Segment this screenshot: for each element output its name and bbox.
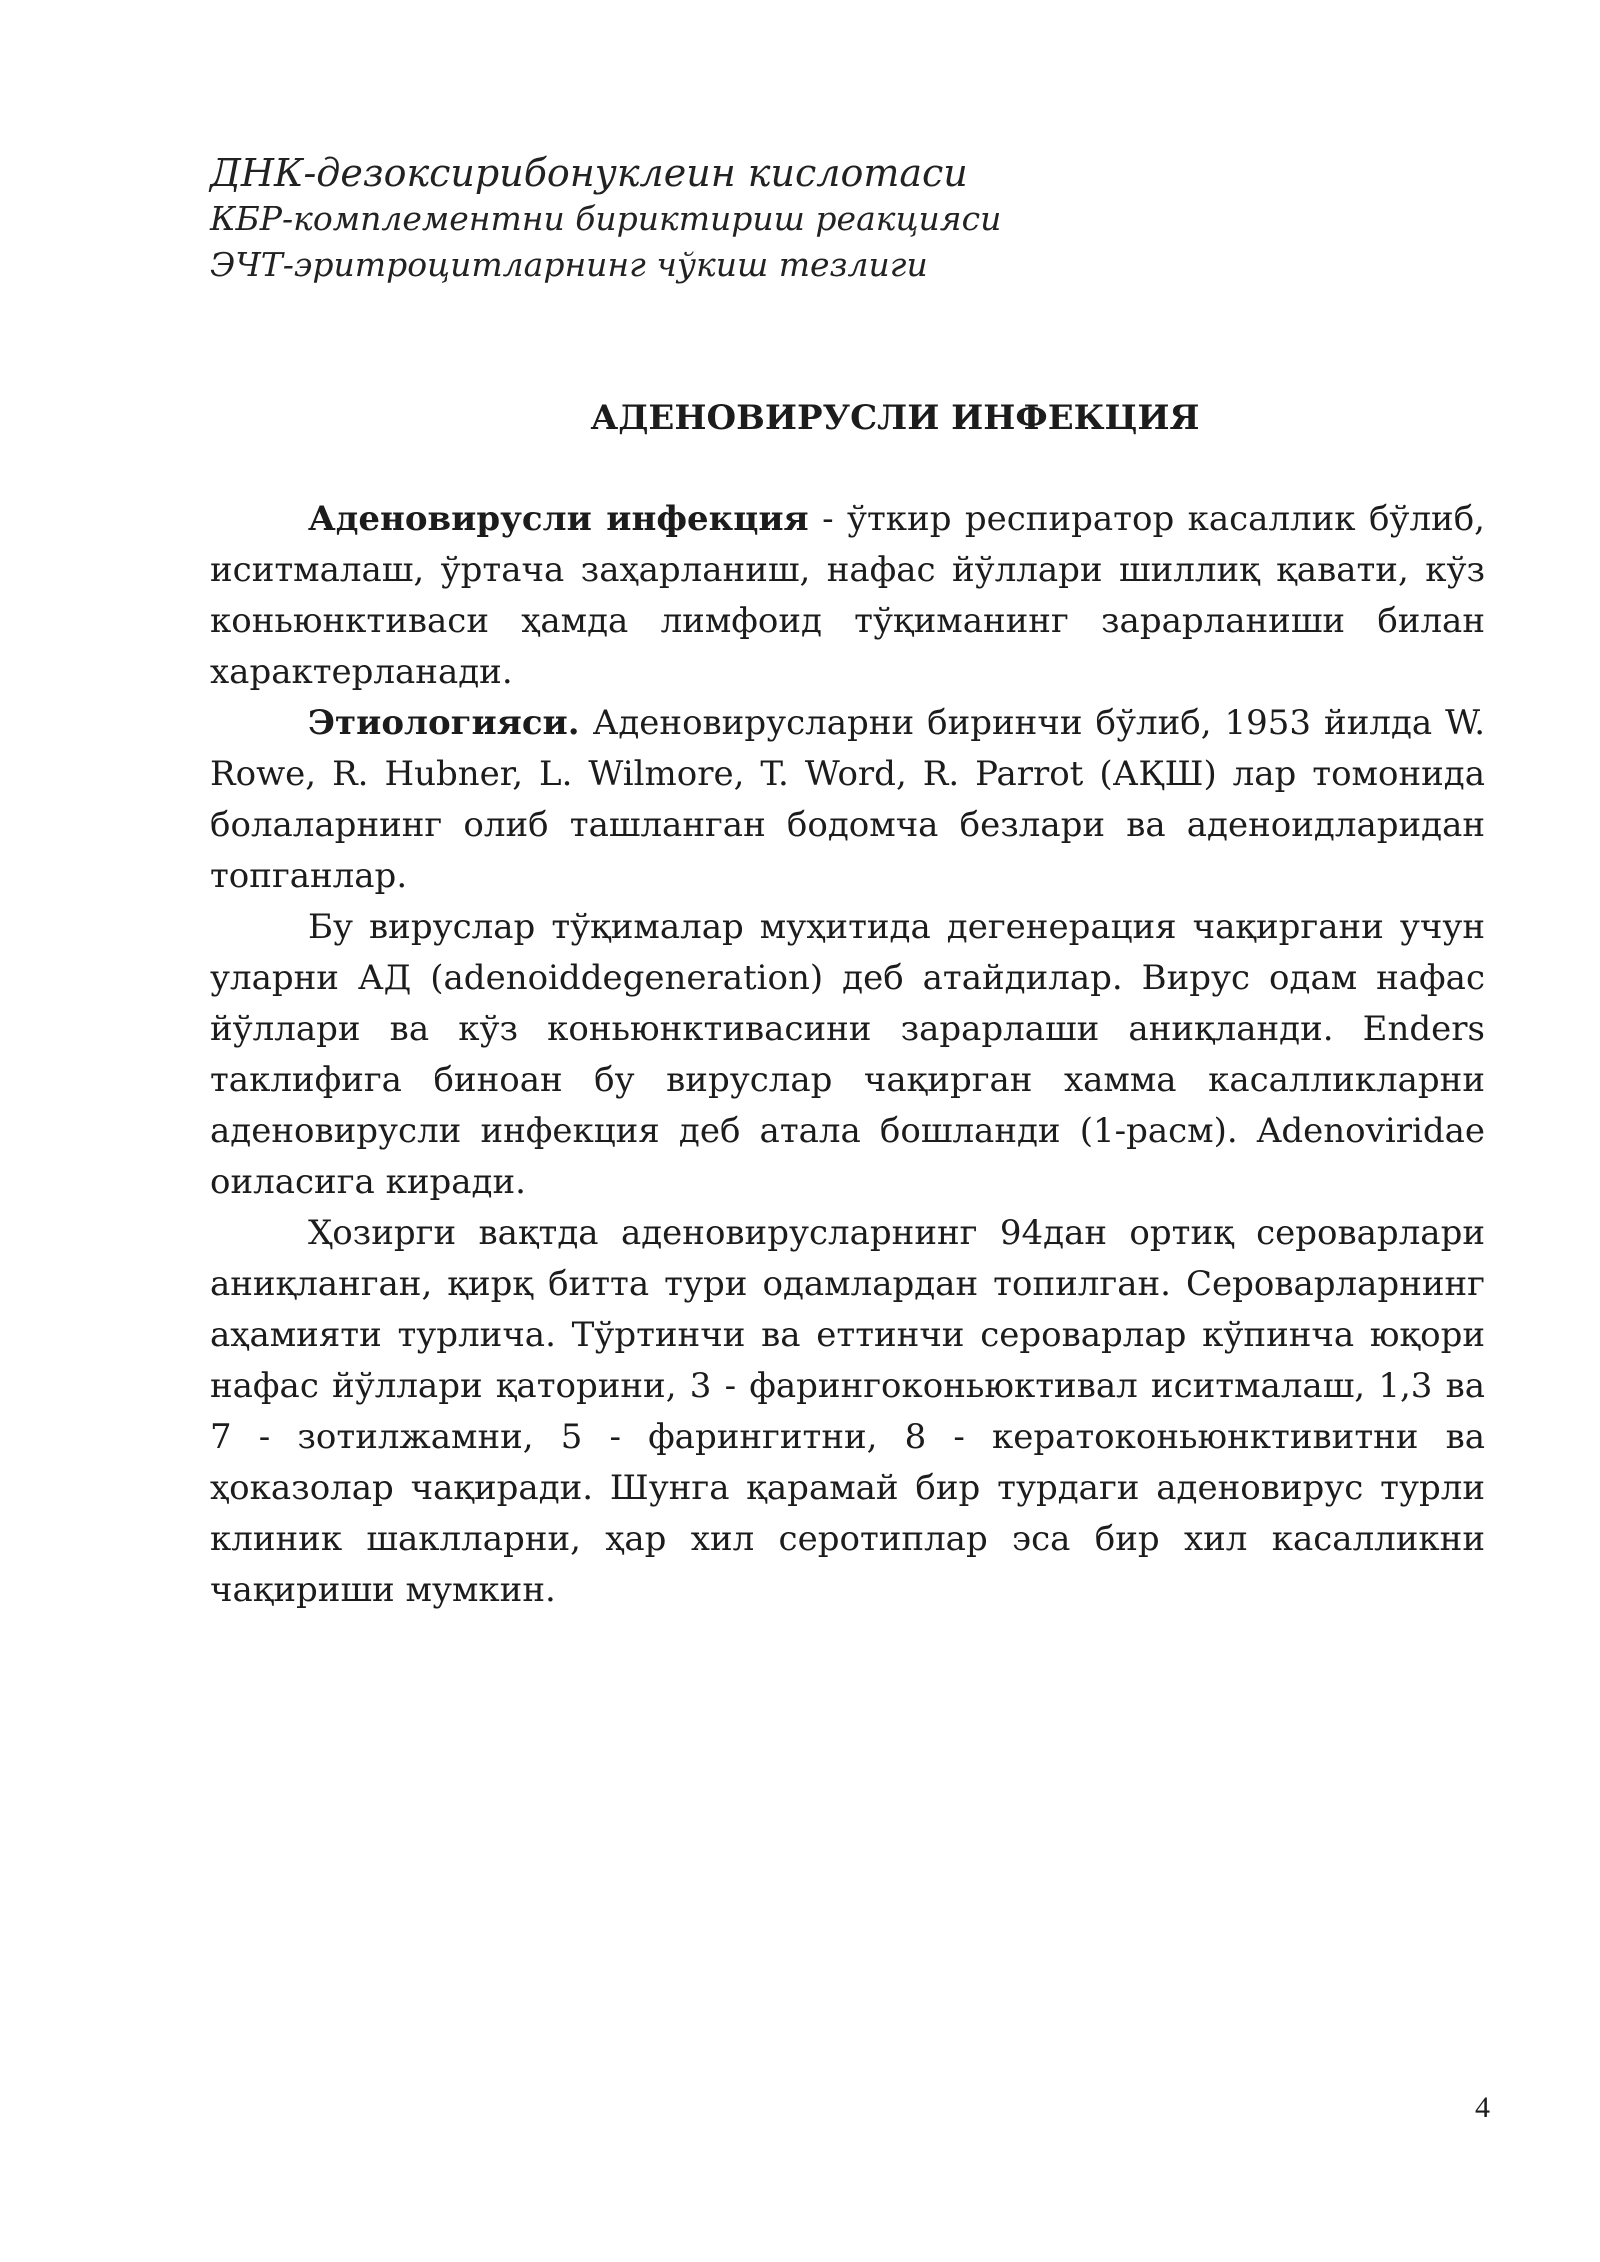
paragraph-serovars — [210, 1208, 1485, 1616]
paragraph-text: Ҳозирги вақтда аденовирусларнинг 94дан ортиқ сероварлари аниқланган, қирқ битта тури одамлардан топилган. Сероварларнинг аҳамияти турлича. Тўртинчи ва еттинчи сероварлар кўпинча юқори нафас йўллари қаторини, 3 - фарингоконьюктивал иситмалаш, 1,3 ва 7 - зотилжамни, 5 - фарингитни, 8 - кератоконьюнктивитни ва ҳоказолар чақиради. Шунга қарамай бир турдаги аденовирус турли клиник шаклларни, ҳар хил серотиплар эса бир хил касалликни чақириши мумкин. — [210, 1213, 1485, 1610]
section-title: АДЕНОВИРУСЛИ ИНФЕКЦИЯ — [590, 398, 1200, 438]
abbreviations-list — [210, 150, 1460, 288]
paragraph-degeneration — [210, 902, 1485, 1208]
paragraph-etiology — [210, 698, 1485, 902]
paragraph-lead-term: Этиологияси. — [308, 703, 580, 743]
page-number: 4 — [1475, 2091, 1490, 2124]
article-body — [210, 494, 1485, 1616]
paragraph-definition — [210, 494, 1485, 698]
abbreviation-dna: ДНК-дезоксирибонуклеин кислотаси — [210, 151, 968, 195]
abbreviation-kbr: КБР-комплементни бириктириш реакцияси — [210, 199, 1002, 238]
paragraph-text: - ўткир респиратор касаллик бўлиб, иситмалаш, ўртача заҳарланиш, нафас йўллари шиллиқ қавати, кўз коньюнктиваси ҳамда лимфоид тўқиманинг зарарланиши билан характерланади. — [210, 499, 1485, 692]
paragraph-text: Бу вируслар тўқималар муҳитида дегенерация чақиргани учун уларни АД (adenoiddegeneration) деб атайдилар. Вирус одам нафас йўллари ва кўз коньюнктивасини зарарлаши аниқланди. Enders таклифига биноан бу вируслар чақирган хамма касалликларни аденовирусли инфекция деб атала бошланди (1-расм). Adenoviridae оиласига киради. — [210, 907, 1485, 1202]
abbreviation-esr: ЭЧТ-эритроцитларнинг чўкиш тезлиги — [210, 245, 928, 284]
paragraph-text: Аденовирусларни биринчи бўлиб, 1953 йилда W. Rowe, R. Hubner, L. Wilmore, T. Word, R. Parrot (АҚШ) лар томонида болаларнинг олиб ташланган бодомча безлари ва аденоидларидан топганлар. — [210, 703, 1485, 896]
paragraph-lead-term: Аденовирусли инфекция — [308, 499, 809, 539]
